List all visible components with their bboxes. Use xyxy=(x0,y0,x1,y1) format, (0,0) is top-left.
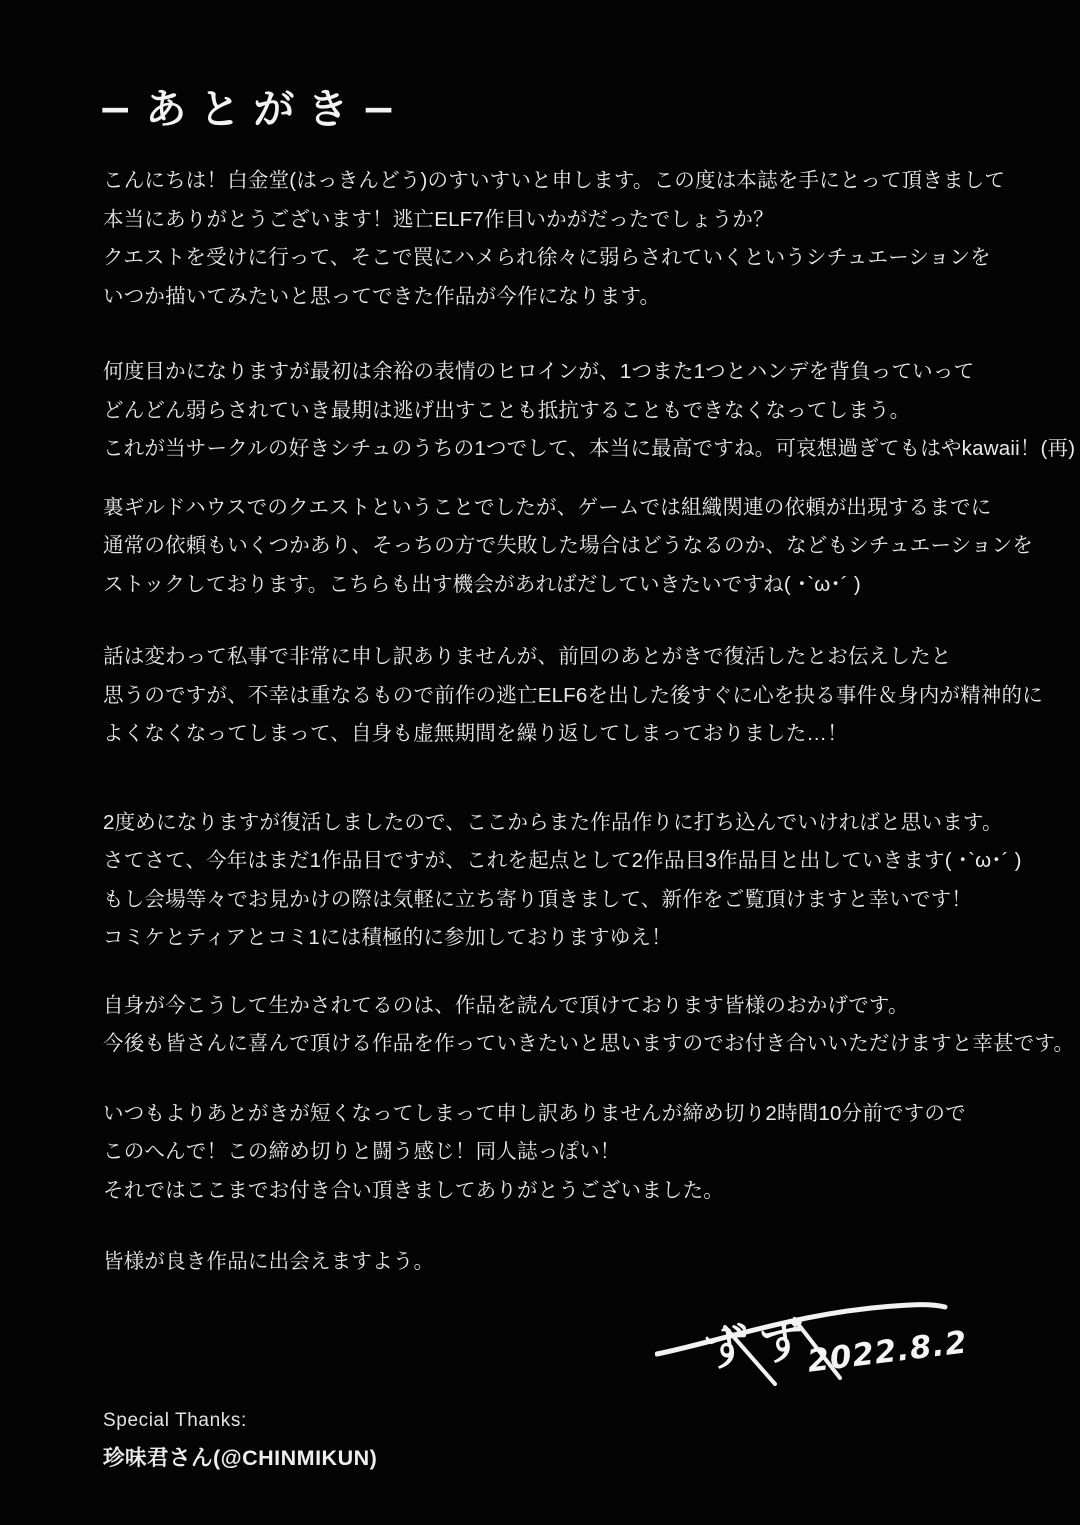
special-thanks-name: 珍味君さん(@CHINMIKUN) xyxy=(103,1446,378,1470)
text-line: 話は変わって私事で非常に申し訳ありませんが、前回のあとがきで復活したとお伝えしたと xyxy=(103,645,952,668)
text-line: それではここまでお付き合い頂きましてありがとうございました。 xyxy=(103,1178,724,1202)
text-line: このへんで！この締め切りと闘う感じ！同人誌っぽい！ xyxy=(103,1140,621,1163)
afterword-body xyxy=(103,162,1076,1282)
text-line: 思うのですが、不幸は重なるもので前作の逃亡ELF6を出した後すぐに心を抉る事件＆身内が精神的に xyxy=(103,683,1043,707)
text-line: よくなくなってしまって、自身も虚無期間を繰り返してしまっておりました…！ xyxy=(103,722,848,745)
special-thanks xyxy=(103,1410,377,1472)
text-line: 2度めになりますが復活しましたので、ここからまた作品作りに打ち込んでいければと思います。 xyxy=(103,810,1003,834)
text-line: いつもよりあとがきが短くなってしまって申し訳ありませんが締め切り2時間10分前ですので xyxy=(103,1101,966,1125)
signature-date: 2022.8.2 xyxy=(805,1324,970,1380)
text-line: 皆様が良き作品に出会えますよう。 xyxy=(103,1250,435,1273)
text-line: ストックしております。こちらも出す機会があればだしていきたいですね( ･`ω･´ ) xyxy=(103,572,861,596)
signature xyxy=(655,1292,995,1412)
text-line: コミケとティアとコミ1には積極的に参加しておりますゆえ！ xyxy=(103,926,672,949)
signature-name: ずず xyxy=(700,1311,818,1377)
paragraph-deadline xyxy=(103,1095,1053,1211)
paragraph-farewell xyxy=(103,1243,1053,1282)
special-thanks-label: Special Thanks: xyxy=(103,1410,247,1431)
text-line: 通常の依頼もいくつかあり、そっちの方で失敗した場合はどうなるのか、などもシチュエーションを xyxy=(103,534,1034,557)
text-line: 何度目かになりますが最初は余裕の表情のヒロインが、1つまた1つとハンデを背負っていって xyxy=(103,360,975,383)
paragraph-gratitude xyxy=(103,987,1075,1064)
paragraph-guild-quest xyxy=(103,489,1053,605)
paragraph-comeback xyxy=(103,804,1053,958)
text-line: もし会場等々でお見かけの際は気軽に立ち寄り頂きまして、新作をご覧頂けますと幸いです！ xyxy=(103,887,972,911)
text-line: いつか描いてみたいと思ってできた作品が今作になります。 xyxy=(103,284,661,308)
text-line: 本当にありがとうございます！逃亡ELF7作目いかがだったでしょうか？ xyxy=(103,207,774,231)
paragraph-personal-matter xyxy=(103,638,1053,754)
paragraph-situation xyxy=(103,353,1076,469)
text-line: 裏ギルドハウスでのクエストということでしたが、ゲームでは組織関連の依頼が出現するまでに xyxy=(103,495,992,519)
paragraph-greeting xyxy=(103,162,1053,316)
page-title: −あとがき− xyxy=(98,85,409,133)
text-line: さてさて、今年はまだ1作品目ですが、これを起点として2作品目3作品目と出していきます( ･`ω･´ ) xyxy=(103,849,1022,872)
text-line: 自身が今こうして生かされてるのは、作品を読んで頂けております皆様のおかげです。 xyxy=(103,993,909,1017)
text-line: クエストを受けに行って、そこで罠にハメられ徐々に弱らされていくというシチュエーションを xyxy=(103,246,991,269)
text-line: 今後も皆さんに喜んで頂ける作品を作っていきたいと思いますのでお付き合いいただけますと幸甚です。 xyxy=(103,1032,1075,1055)
text-line: こんにちは！白金堂(はっきんどう)のすいすいと申します。この度は本誌を手にとって頂きまして xyxy=(103,169,1006,192)
text-line: どんどん弱らされていき最期は逃げ出すことも抵抗することもできなくなってしまう。 xyxy=(103,398,911,422)
text-line: これが当サークルの好きシチュのうちの1つでして、本当に最高ですね。可哀想過ぎてもはやkawaii！(再) xyxy=(103,437,1076,460)
